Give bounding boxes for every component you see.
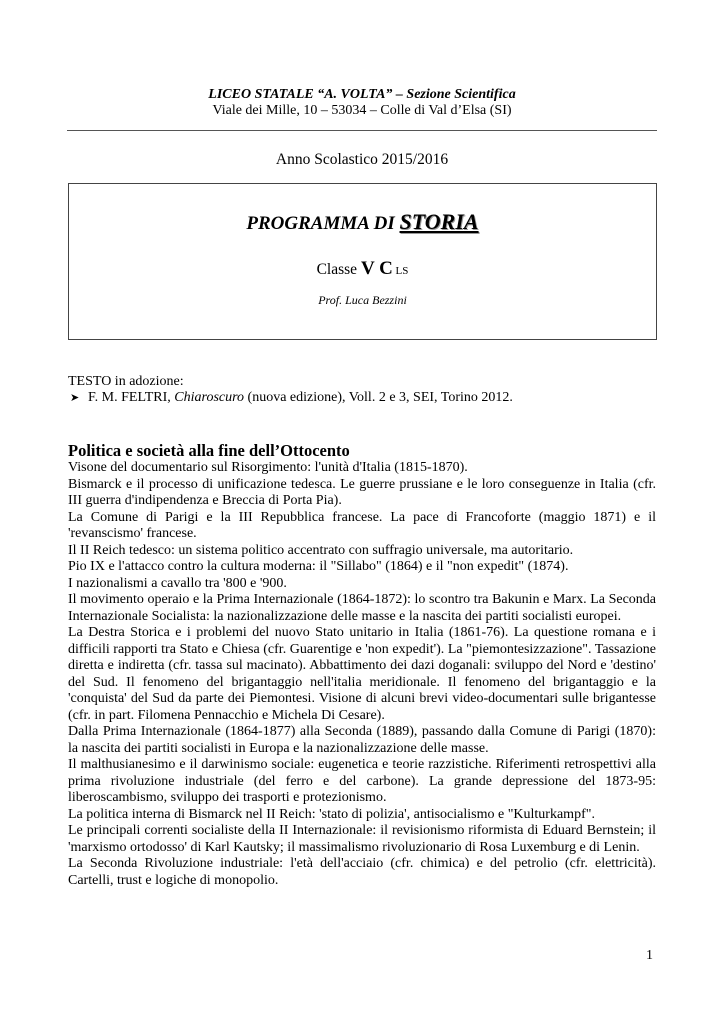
class-value: V C: [360, 258, 393, 279]
program-content: [68, 460, 656, 889]
school-address: Viale dei Mille, 10 – 53034 – Colle di Val d’Elsa (SI): [212, 103, 512, 118]
textbook-title: Chiaroscuro: [174, 390, 245, 405]
program-paragraph: La politica interna di Bismarck nel II Reich: 'stato di polizia', antisocialismo e "Kulturkampf".: [68, 806, 595, 822]
program-paragraph: Bismarck e il processo di unificazione tedesca. Le guerre prussiane e le loro conseguenze in Italia (cfr. III guerra d'indipendenza e Breccia di Porta Pia).: [68, 476, 656, 508]
program-paragraph: Le principali correnti socialiste della II Internazionale: il revisionismo riformista di Eduard Bernstein; il 'marxismo ortodosso' di Karl Kautsky; il massimalismo rivoluzionario di Rosa Luxemburg e di Lenin.: [68, 823, 656, 855]
class-suffix: LS: [392, 265, 409, 277]
textbook-entry: [68, 389, 668, 407]
page-number: 1: [646, 948, 653, 963]
class-label: Classe: [316, 261, 361, 278]
program-paragraph: La Destra Storica e i problemi del nuovo Stato unitario in Italia (1861-76). La questione romana e i difficili rapporti tra Stato e Chiesa (cfr. Guarentige e 'non expedit'). La "piemontesizzazione". Tassazione diretta e indiretta (cfr. tassa sul macinato). Abbattimento dei dazi doganali: sviluppo del Nord e 'destino' del Sud. Il fenomeno del brigantaggio nell'italia meridionale. Il fenomeno del brigantaggio e la 'conquista' del Sud da parte dei Piemontesi. Visione di alcuni brevi video-documentari sulle brigantesse (cfr. in part. Filomena Pennacchio e Michela Di Cesare).: [68, 625, 656, 723]
section-heading: Politica e società alla fine dell’Ottocento: [68, 441, 350, 460]
program-paragraph: Visone del documentario sul Risorgimento: l'unità d'Italia (1815-1870).: [68, 460, 468, 475]
program-paragraph: Il movimento operaio e la Prima Internazionale (1864-1872): lo scontro tra Bakunin e Marx. La Seconda Internazionale Socialista: la nazionalizzazione delle masse e la nascita dei partiti socialisti europei.: [68, 592, 656, 624]
program-paragraph: Il II Reich tedesco: un sistema politico accentrato con suffragio universale, ma autoritario.: [68, 542, 574, 558]
class-line: [69, 259, 656, 281]
program-title-prefix: PROGRAMMA DI: [246, 213, 400, 234]
title-box: [68, 183, 657, 340]
textbook-author: F. M. FELTRI,: [88, 390, 175, 405]
program-paragraph: Dalla Prima Internazionale (1864-1877) alla Seconda (1889), passando dalla Comune di Parigi (1870): la nascita dei partiti socialisti in Europa e la nazionalizzazione delle masse.: [68, 724, 656, 756]
program-subject: STORIA: [399, 209, 479, 234]
program-paragraph: La Seconda Rivoluzione industriale: l'età dell'acciaio (cfr. chimica) e del petrolio (cfr. elettricità). Cartelli, trust e logiche di monopolio.: [68, 856, 656, 888]
school-name: LICEO STATALE “A. VOLTA” – Sezione Scientifica: [208, 87, 516, 102]
textbook-details: (nuova edizione), Voll. 2 e 3, SEI, Torino 2012.: [244, 390, 513, 405]
program-paragraph: La Comune di Parigi e la III Repubblica francese. La pace di Francoforte (maggio 1871) e il 'revanscismo' francese.: [68, 509, 656, 541]
textbook-label: TESTO in adozione:: [68, 374, 184, 389]
program-paragraph: Pio IX e l'attacco contro la cultura moderna: il "Sillabo" (1864) e il "non expedit" (1874).: [68, 559, 569, 574]
arrow-bullet-icon: ➤: [70, 392, 80, 404]
school-year: Anno Scolastico 2015/2016: [275, 151, 449, 168]
header-divider: [67, 130, 657, 131]
program-title: [69, 208, 656, 238]
teacher-name: Prof. Luca Bezzini: [318, 293, 407, 307]
program-paragraph: I nazionalismi a cavallo tra '800 e '900.: [68, 575, 287, 591]
program-paragraph: Il malthusianesimo e il darwinismo sociale: eugenetica e teorie razzistiche. Riferimenti retrospettivi alla prima rivoluzione industriale (del ferro e del carbone). La grande depressione del 1873-95: liberoscambismo, sviluppo dei trasporti e protezionismo.: [68, 757, 656, 805]
